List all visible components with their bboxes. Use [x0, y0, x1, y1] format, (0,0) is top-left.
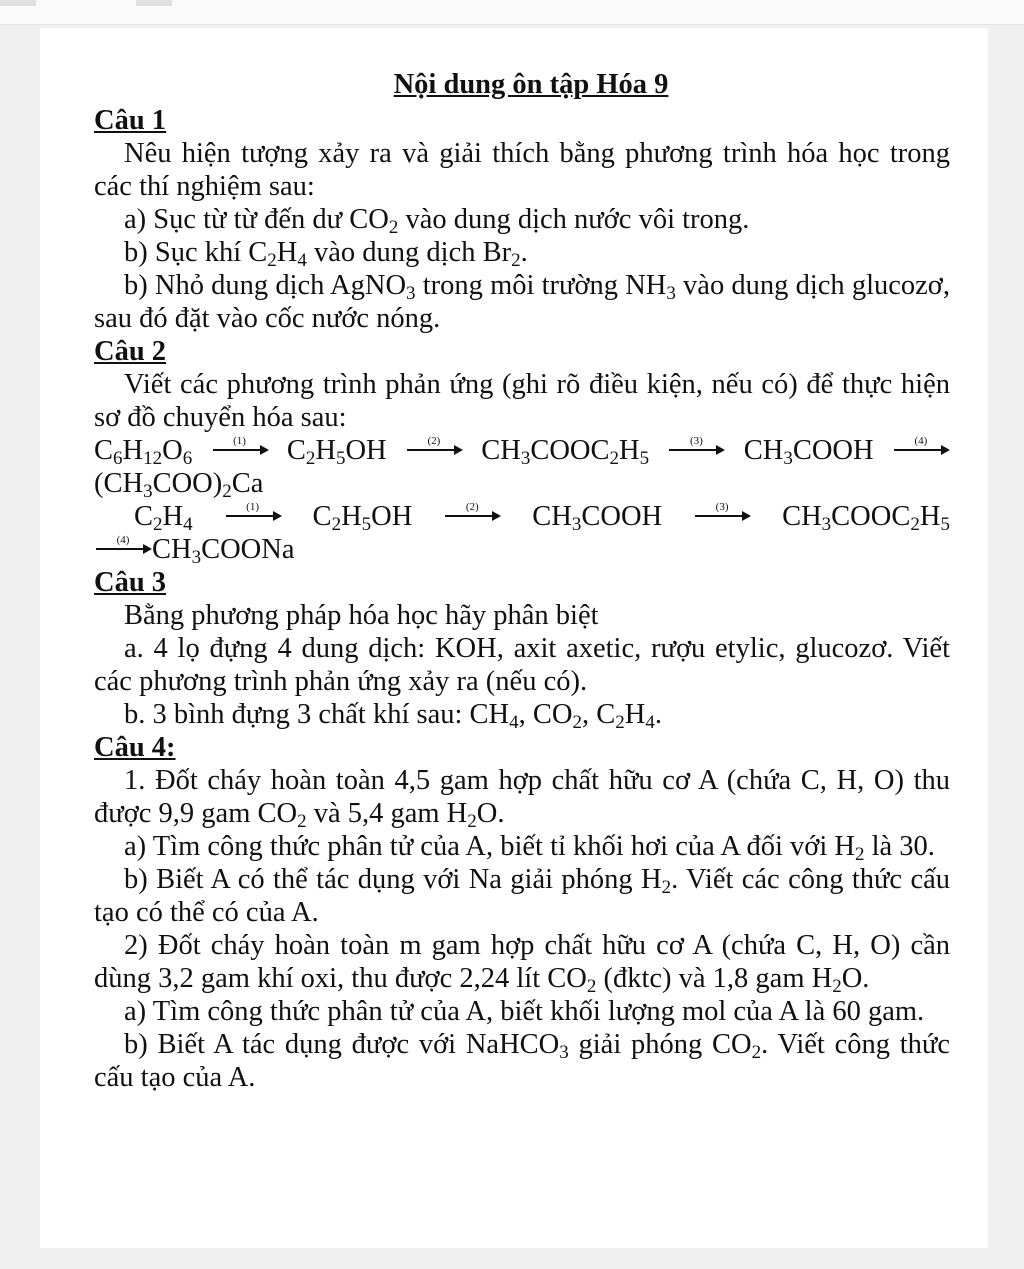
- scheme-1-line-1: [94, 434, 950, 467]
- reaction-arrow-2: [407, 435, 461, 459]
- text: CH: [152, 534, 192, 565]
- text: a) Tìm công thức phân tử của A, biết tỉ khối hơi của A đối với H: [124, 831, 855, 862]
- compound-acetic-acid: [532, 500, 662, 533]
- subscript: 3: [821, 514, 832, 535]
- text: CH: [743, 435, 784, 466]
- subscript: 5: [940, 514, 950, 535]
- reaction-arrow-4: [894, 435, 948, 459]
- compound-ethylene: [134, 500, 193, 533]
- text: H: [619, 435, 640, 466]
- text: là 30.: [864, 831, 935, 862]
- text: COOC: [831, 501, 911, 532]
- text: b) Biết A có thể tác dụng với Na giải phóng H: [124, 864, 662, 895]
- subscript: 2: [854, 844, 865, 865]
- arrow-shaft: [213, 435, 267, 451]
- text: O: [162, 435, 183, 466]
- text: H: [919, 501, 941, 532]
- compound-sodium-acetate: [152, 533, 295, 566]
- compound-ethyl-acetate: [481, 434, 649, 467]
- compound-acetic-acid: [744, 434, 874, 467]
- subscript: 4: [183, 514, 193, 535]
- compound-calcium-acetate: [94, 467, 263, 500]
- text: a) Sục từ từ đến dư CO: [124, 204, 389, 235]
- subscript: 3: [666, 283, 676, 304]
- arrow-label: (3): [690, 435, 703, 447]
- arrow-label: (3): [715, 501, 729, 513]
- subscript: 2: [331, 514, 342, 535]
- subscript: 2: [297, 811, 307, 832]
- document-content: [94, 68, 950, 1094]
- q3-intro: Bằng phương pháp hóa học hãy phân biệt: [124, 600, 599, 631]
- text: COOH: [792, 435, 874, 466]
- arrow-label: (1): [233, 435, 246, 447]
- text: H: [315, 435, 336, 466]
- tab-marker: [136, 0, 172, 6]
- compound-ethyl-acetate: [782, 500, 950, 533]
- q4-part-2b: [94, 1028, 950, 1094]
- text: OH: [371, 501, 413, 532]
- arrow-label: (4): [914, 435, 928, 447]
- reaction-arrow-3: [695, 501, 749, 525]
- text: vào dung dịch glucozơ, sau đó đặt vào cốc nước nóng.: [94, 270, 950, 334]
- q4-heading: Câu 4:: [94, 732, 176, 763]
- q3-item-b: [94, 698, 950, 731]
- q1-item-b: [94, 236, 950, 269]
- subscript: 2: [661, 877, 672, 898]
- text: COO): [152, 468, 223, 499]
- subscript: 2: [511, 250, 521, 271]
- subscript: 4: [645, 712, 655, 733]
- subscript: 3: [191, 547, 202, 568]
- q4-part-1: [94, 764, 950, 830]
- page-title: Nội dung ôn tập Hóa 9: [393, 69, 669, 100]
- arrow-shaft: [96, 534, 150, 550]
- text: , C: [581, 699, 616, 730]
- arrow-label: (2): [427, 435, 441, 447]
- subscript: 3: [406, 283, 416, 304]
- text: giải phóng CO: [568, 1029, 752, 1060]
- q2-heading: Câu 2: [94, 336, 167, 367]
- text: . Viết các công thức cấu tạo có thể có của A.: [94, 864, 950, 928]
- text: COOC: [530, 435, 610, 466]
- text: C: [286, 435, 306, 466]
- subscript: 2: [153, 514, 163, 535]
- subscript: 2: [388, 217, 399, 238]
- q1-item-c: [94, 269, 950, 335]
- q1-heading: Câu 1: [94, 105, 167, 136]
- text: b) Sục khí C: [124, 237, 268, 268]
- arrow-label: (1): [246, 501, 259, 513]
- text: b) Nhỏ dung dịch AgNO: [124, 270, 407, 301]
- text: .: [654, 699, 662, 730]
- scheme-1-line-2: [94, 467, 950, 500]
- subscript: 2: [305, 448, 316, 469]
- scheme-2-line-2: [94, 533, 950, 566]
- subscript: 12: [143, 448, 163, 469]
- text: COONa: [201, 534, 295, 565]
- text: .: [520, 237, 528, 268]
- subscript: 2: [267, 250, 277, 271]
- text: 2) Đốt cháy hoàn toàn m gam hợp chất hữu cơ A (chứa C, H, O) cần dùng 3,2 gam khí oxi, thu được 2,24 lít CO: [94, 930, 950, 994]
- q4-part-2: [94, 929, 950, 995]
- text: . Viết công thức cấu tạo của A.: [94, 1029, 951, 1093]
- text: O.: [476, 798, 505, 829]
- subscript: 5: [639, 448, 650, 469]
- text: H: [122, 435, 144, 466]
- arrow-label: (2): [465, 501, 479, 513]
- subscript: 3: [143, 481, 153, 502]
- text: b) Biết A tác dụng được với NaHCO: [124, 1029, 560, 1060]
- subscript: 5: [361, 514, 372, 535]
- text: Ca: [231, 468, 264, 499]
- compound-ethanol: [287, 434, 387, 467]
- tab-marker: [0, 0, 36, 6]
- reaction-arrow-1: [213, 435, 267, 459]
- text: H: [624, 699, 646, 730]
- subscript: 3: [783, 448, 793, 469]
- reaction-arrow-2: [445, 501, 499, 525]
- text: C: [312, 501, 332, 532]
- subscript: 2: [751, 1042, 762, 1063]
- subscript: 2: [222, 481, 232, 502]
- q4-part-1a: [94, 830, 950, 863]
- subscript: 6: [113, 448, 123, 469]
- text: C: [134, 501, 154, 532]
- reaction-arrow-3: [669, 435, 723, 459]
- text: OH: [345, 435, 387, 466]
- text: O.: [841, 963, 870, 994]
- subscript: 5: [335, 448, 346, 469]
- arrow-shaft: [226, 501, 280, 517]
- text: CH: [481, 435, 521, 466]
- compound-ethanol: [313, 500, 413, 533]
- text: (CH: [94, 468, 144, 499]
- arrow-shaft: [695, 501, 749, 517]
- arrow-label: (4): [116, 534, 130, 546]
- subscript: 4: [509, 712, 519, 733]
- text: b. 3 bình đựng 3 chất khí sau: CH: [124, 699, 510, 730]
- q4-part-1b: [94, 863, 950, 929]
- text: CH: [532, 501, 572, 532]
- document-page: [40, 28, 988, 1248]
- text: CH: [782, 501, 822, 532]
- text: 1. Đốt cháy hoàn toàn 4,5 gam hợp chất hữu cơ A (chứa C, H, O) thu được 9,9 gam CO: [94, 765, 950, 829]
- arrow-shaft: [445, 501, 499, 517]
- reaction-arrow-1: [226, 501, 280, 525]
- q2-intro: Viết các phương trình phản ứng (ghi rõ điều kiện, nếu có) để thực hiện sơ đồ chuyển hóa sau:: [94, 369, 950, 433]
- arrow-shaft: [669, 435, 723, 451]
- q1-item-a: [94, 203, 950, 236]
- subscript: 2: [910, 514, 920, 535]
- top-strip: [0, 0, 1024, 25]
- text: C: [94, 435, 114, 466]
- arrow-shaft: [407, 435, 461, 451]
- text: trong môi trường NH: [415, 270, 667, 301]
- subscript: 3: [520, 448, 531, 469]
- text: vào dung dịch nước vôi trong.: [398, 204, 750, 235]
- q1-intro: Nêu hiện tượng xảy ra và giải thích bằng phương trình hóa học trong các thí nghiệm sau:: [94, 138, 950, 202]
- subscript: 2: [832, 976, 842, 997]
- subscript: 3: [571, 514, 582, 535]
- q3-item-a: a. 4 lọ đựng 4 dung dịch: KOH, axit axetic, rượu etylic, glucozơ. Viết các phương trình phản ứng xảy ra (nếu có).: [94, 633, 950, 697]
- text: H: [276, 237, 298, 268]
- subscript: 2: [586, 976, 597, 997]
- subscript: 3: [559, 1042, 569, 1063]
- text: , CO: [518, 699, 573, 730]
- q4-part-2a: a) Tìm công thức phân tử của A, biết khối lượng mol của A là 60 gam.: [124, 996, 925, 1027]
- subscript: 2: [467, 811, 477, 832]
- text: H: [341, 501, 362, 532]
- reaction-arrow-4: [96, 534, 150, 558]
- subscript: 6: [182, 448, 193, 469]
- subscript: 4: [297, 250, 307, 271]
- compound-glucose: [94, 434, 192, 467]
- text: vào dung dịch Br: [306, 237, 512, 268]
- subscript: 2: [609, 448, 620, 469]
- scheme-2-line-1: [94, 500, 950, 533]
- subscript: 2: [615, 712, 625, 733]
- arrow-shaft: [894, 435, 948, 451]
- text: (đktc) và 1,8 gam H: [596, 963, 833, 994]
- q3-heading: Câu 3: [94, 567, 167, 598]
- text: COOH: [581, 501, 663, 532]
- text: H: [162, 501, 184, 532]
- subscript: 2: [572, 712, 582, 733]
- text: và 5,4 gam H: [306, 798, 468, 829]
